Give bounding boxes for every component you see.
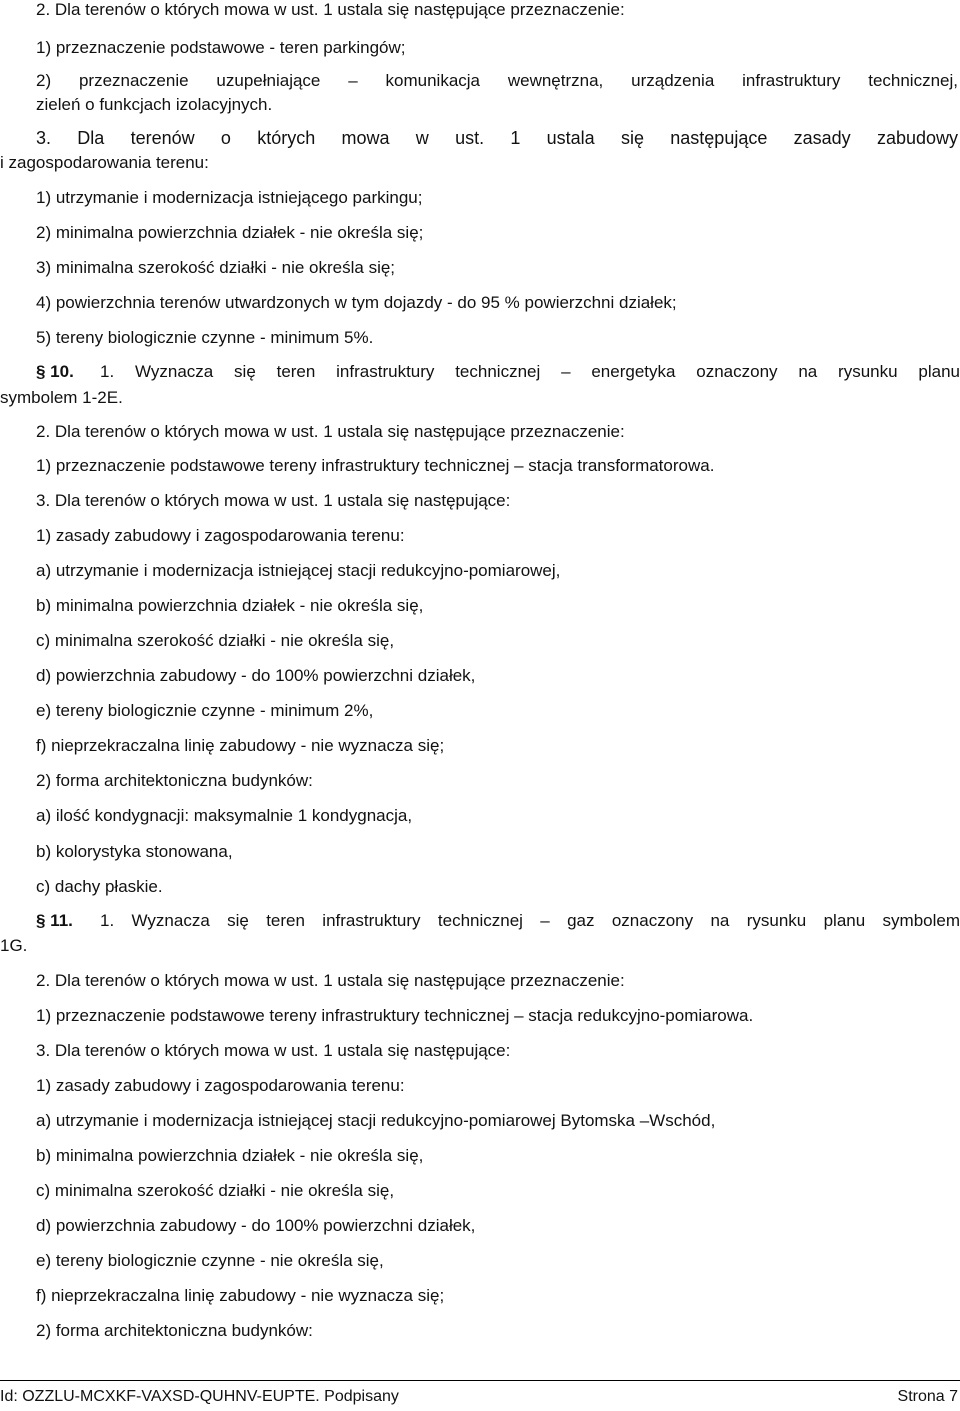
- text-line: a) utrzymanie i modernizacja istniejącej stacji redukcyjno-pomiarowej Bytomska –Wschód,: [36, 1111, 716, 1130]
- page-number: Strona 7: [897, 1388, 958, 1405]
- text-line: zieleń o funkcjach izolacyjnych.: [36, 95, 273, 114]
- text-line: 2. Dla terenów o których mowa w ust. 1 ustala się następujące przeznaczenie:: [36, 422, 625, 441]
- text-line: e) tereny biologicznie czynne - nie określa się,: [36, 1251, 384, 1270]
- document-id: Id: OZZLU-MCXKF-VAXSD-QUHNV-EUPTE. Podpisany: [0, 1388, 399, 1405]
- text-line: 1) zasady zabudowy i zagospodarowania terenu:: [36, 526, 405, 545]
- text-line: 2) forma architektoniczna budynków:: [36, 771, 313, 790]
- text-line: b) minimalna powierzchnia działek - nie określa się,: [36, 1146, 424, 1165]
- paragraph-number: § 10.: [36, 362, 74, 381]
- text-line: f) nieprzekraczalna linię zabudowy - nie wyznacza się;: [36, 736, 445, 755]
- text-line: e) tereny biologicznie czynne - minimum 2%,: [36, 701, 374, 720]
- text-line: 2) minimalna powierzchnia działek - nie określa się;: [36, 223, 424, 242]
- text-line: a) utrzymanie i modernizacja istniejącej stacji redukcyjno-pomiarowej,: [36, 561, 561, 580]
- text-line: 1G.: [0, 936, 28, 955]
- text-line: 1. Wyznacza się teren infrastruktury technicznej – energetyka oznaczony na rysunku planu: [100, 362, 960, 381]
- text-line: 2. Dla terenów o których mowa w ust. 1 ustala się następujące przeznaczenie:: [36, 0, 625, 19]
- text-line: 1) przeznaczenie podstawowe - teren parkingów;: [36, 38, 406, 57]
- text-line: 4) powierzchnia terenów utwardzonych w tym dojazdy - do 95 % powierzchni działek;: [36, 293, 677, 312]
- text-line: symbolem 1-2E.: [0, 388, 123, 407]
- text-line: d) powierzchnia zabudowy - do 100% powierzchni działek,: [36, 1216, 476, 1235]
- text-line: 1) utrzymanie i modernizacja istniejącego parkingu;: [36, 188, 423, 207]
- paragraph-number: § 11.: [36, 911, 73, 930]
- text-line: 2) przeznaczenie uzupełniające – komunikacja wewnętrzna, urządzenia infrastruktury technicznej,: [36, 71, 958, 90]
- text-line: 1) przeznaczenie podstawowe tereny infrastruktury technicznej – stacja redukcyjno-pomiarowa.: [36, 1006, 754, 1025]
- text-line: 1) przeznaczenie podstawowe tereny infrastruktury technicznej – stacja transformatorowa.: [36, 456, 715, 475]
- paragraph-marker: [36, 911, 73, 931]
- text-line: c) dachy płaskie.: [36, 877, 163, 896]
- text-line: d) powierzchnia zabudowy - do 100% powierzchni działek,: [36, 666, 476, 685]
- text-line: 3. Dla terenów o których mowa w ust. 1 ustala się następujące zasady zabudowy: [36, 128, 958, 148]
- text-line: 2) forma architektoniczna budynków:: [36, 1321, 313, 1340]
- text-line: c) minimalna szerokość działki - nie określa się,: [36, 1181, 395, 1200]
- text-line: 2. Dla terenów o których mowa w ust. 1 ustala się następujące przeznaczenie:: [36, 971, 625, 990]
- text-line: 5) tereny biologicznie czynne - minimum 5%.: [36, 328, 374, 347]
- text-line: 1) zasady zabudowy i zagospodarowania terenu:: [36, 1076, 405, 1095]
- text-line: 3) minimalna szerokość działki - nie określa się;: [36, 258, 396, 277]
- text-line: f) nieprzekraczalna linię zabudowy - nie wyznacza się;: [36, 1286, 445, 1305]
- paragraph-marker: [36, 362, 74, 382]
- text-line: a) ilość kondygnacji: maksymalnie 1 kondygnacja,: [36, 806, 413, 825]
- text-line: b) kolorystyka stonowana,: [36, 842, 233, 861]
- text-line: 3. Dla terenów o których mowa w ust. 1 ustala się następujące:: [36, 1041, 511, 1060]
- text-line: 1. Wyznacza się teren infrastruktury technicznej – gaz oznaczony na rysunku planu symbolem: [100, 911, 960, 930]
- text-line: b) minimalna powierzchnia działek - nie określa się,: [36, 596, 424, 615]
- text-line: c) minimalna szerokość działki - nie określa się,: [36, 631, 395, 650]
- text-line: 3. Dla terenów o których mowa w ust. 1 ustala się następujące:: [36, 491, 511, 510]
- text-line: i zagospodarowania terenu:: [0, 153, 209, 172]
- page-footer: [0, 1380, 960, 1405]
